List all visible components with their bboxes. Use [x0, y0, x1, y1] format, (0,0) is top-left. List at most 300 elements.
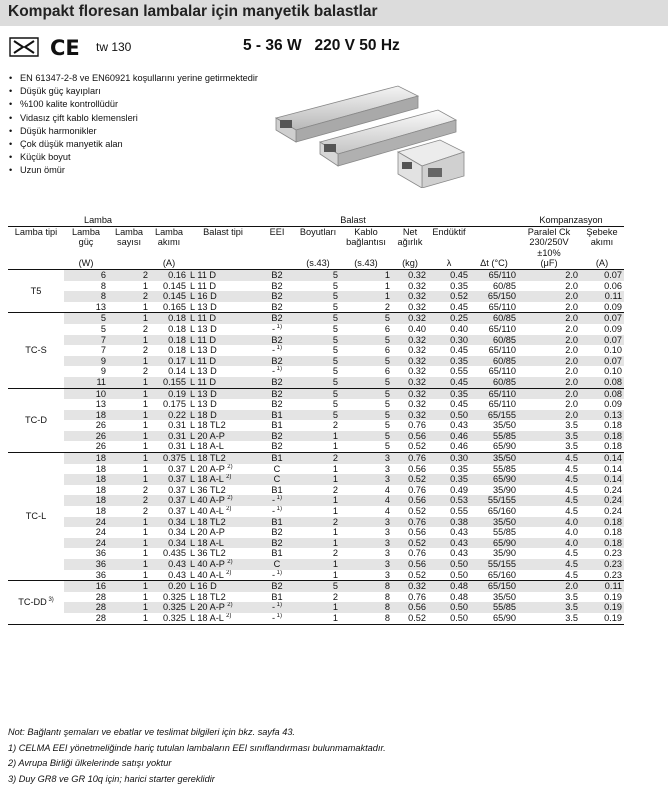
cell-kablo: 5 [340, 313, 392, 324]
cell-balast-tipi: L 36 TL2 [188, 548, 258, 559]
cell-lamba-sayisi: 1 [108, 399, 150, 410]
cell-delta-t: 35/50 [470, 517, 518, 528]
cell-balast-tipi: L 18 A-L [188, 538, 258, 549]
cell-delta-t: 35/50 [470, 453, 518, 464]
cell-kablo: 5 [340, 410, 392, 421]
cell-sebeke-akimi: 0.09 [580, 302, 624, 313]
cell-balast-tipi: L 40 A-P $^{2)}$ [188, 559, 258, 570]
cell-lamba-guc: 18 [64, 474, 108, 485]
cell-lamba-guc: 9 [64, 366, 108, 377]
cell-lamba-guc: 11 [64, 377, 108, 388]
cell-eei: - $^{1)}$ [258, 495, 296, 506]
cell-paralel-ck: 2.0 [518, 302, 580, 313]
unit-a: (A) [150, 258, 188, 269]
cell-kablo: 3 [340, 517, 392, 528]
cell-lamba-sayisi: 2 [108, 495, 150, 506]
table-row [8, 453, 624, 464]
cell-boyutlari: 1 [296, 538, 340, 549]
cell-eei: - $^{1)}$ [258, 613, 296, 624]
cell-net-agirlik: 0.56 [392, 431, 428, 442]
cell-sebeke-akimi: 0.07 [580, 335, 624, 346]
cell-sebeke-akimi: 0.23 [580, 559, 624, 570]
cell-boyutlari: 2 [296, 517, 340, 528]
cell-balast-tipi: L 13 D [188, 366, 258, 377]
cell-balast-tipi: L 18 A-L $^{2)}$ [188, 474, 258, 485]
unit-kg: (kg) [392, 258, 428, 269]
note-main: Not: Bağlantı şemaları ve ebatlar ve teslimat bilgileri için bkz. sayfa 43. [8, 727, 295, 737]
cell-enduktif: 0.45 [428, 399, 470, 410]
cell-balast-tipi: L 20 A-P $^{2)}$ [188, 464, 258, 475]
cell-sebeke-akimi: 0.18 [580, 538, 624, 549]
table-row [8, 291, 624, 302]
table-row [8, 538, 624, 549]
cell-paralel-ck: 2.0 [518, 581, 580, 592]
cell-delta-t: 35/50 [470, 420, 518, 431]
cell-eei: B2 [258, 281, 296, 292]
cell-net-agirlik: 0.76 [392, 548, 428, 559]
cell-lamba-akimi: 0.43 [150, 559, 188, 570]
cell-lamba-sayisi: 1 [108, 613, 150, 624]
cell-lamba-sayisi: 1 [108, 431, 150, 442]
cell-kablo: 3 [340, 453, 392, 464]
cell-balast-tipi: L 11 D [188, 335, 258, 346]
cell-paralel-ck: 4.5 [518, 559, 580, 570]
cell-net-agirlik: 0.52 [392, 570, 428, 581]
cell-boyutlari: 5 [296, 313, 340, 324]
cell-lamba-akimi: 0.34 [150, 517, 188, 528]
cell-eei: - $^{1)}$ [258, 506, 296, 517]
cell-sebeke-akimi: 0.08 [580, 377, 624, 388]
cell-delta-t: 65/110 [470, 388, 518, 399]
cell-kablo: 3 [340, 538, 392, 549]
cell-lamba-guc: 24 [64, 538, 108, 549]
cell-lamba-akimi: 0.325 [150, 592, 188, 603]
table-row [8, 581, 624, 592]
cell-paralel-ck: 3.5 [518, 420, 580, 431]
cell-enduktif: 0.35 [428, 281, 470, 292]
cell-eei: B1 [258, 592, 296, 603]
cell-sebeke-akimi: 0.14 [580, 464, 624, 475]
feature-item: • %100 kalite kontrollüdür [8, 98, 263, 111]
cell-eei: B2 [258, 313, 296, 324]
tw-rating: tw 130 [96, 40, 132, 54]
cell-net-agirlik: 0.32 [392, 581, 428, 592]
cell-eei: B1 [258, 517, 296, 528]
group-balast: Balast [188, 215, 518, 226]
cell-lamba-akimi: 0.145 [150, 291, 188, 302]
cell-paralel-ck: 3.5 [518, 441, 580, 452]
cell-lamba-akimi: 0.18 [150, 324, 188, 335]
table-row [8, 474, 624, 485]
cell-delta-t: 55/85 [470, 527, 518, 538]
section-t5 [8, 269, 624, 312]
cell-kablo: 8 [340, 592, 392, 603]
cell-lamba-guc: 8 [64, 291, 108, 302]
cell-paralel-ck: 2.0 [518, 356, 580, 367]
cell-sebeke-akimi: 0.07 [580, 269, 624, 280]
cell-sebeke-akimi: 0.18 [580, 420, 624, 431]
cell-kablo: 3 [340, 527, 392, 538]
cell-delta-t: 65/160 [470, 570, 518, 581]
cell-sebeke-akimi: 0.18 [580, 431, 624, 442]
header-balast-tipi: Balast tipi [203, 226, 243, 237]
unit-w: (W) [64, 258, 108, 269]
feature-item: • Düşük güç kayıpları [8, 85, 263, 98]
cell-lamba-akimi: 0.37 [150, 474, 188, 485]
cell-lamba-guc: 24 [64, 527, 108, 538]
table-row [8, 464, 624, 475]
cell-kablo: 6 [340, 324, 392, 335]
footnote-item: 1) CELMA EEI yönetmeliğinde hariç tutulan lambaların EEI sınıflandırması bulunmamaktadır. [8, 742, 386, 753]
header-net-agirlik: Net ağırlık [397, 226, 423, 248]
cell-balast-tipi: L 20 A-P [188, 527, 258, 538]
cell-lamba-sayisi: 1 [108, 527, 150, 538]
cell-lamba-guc: 36 [64, 548, 108, 559]
cell-lamba-guc: 5 [64, 313, 108, 324]
cell-lamba-guc: 26 [64, 431, 108, 442]
cell-lamba-akimi: 0.14 [150, 366, 188, 377]
cell-sebeke-akimi: 0.23 [580, 548, 624, 559]
section-tc-d [8, 388, 624, 453]
cell-paralel-ck: 2.0 [518, 313, 580, 324]
cell-boyutlari: 5 [296, 399, 340, 410]
cell-delta-t: 55/155 [470, 495, 518, 506]
unit-uf: (μF) [518, 258, 580, 269]
cell-eei: C [258, 464, 296, 475]
cell-net-agirlik: 0.32 [392, 388, 428, 399]
cell-kablo: 2 [340, 302, 392, 313]
cell-eei: - $^{1)}$ [258, 366, 296, 377]
cell-boyutlari: 1 [296, 613, 340, 624]
cell-balast-tipi: L 18 A-L $^{2)}$ [188, 613, 258, 624]
cell-balast-tipi: L 20 A-P [188, 431, 258, 442]
cell-boyutlari: 1 [296, 441, 340, 452]
section-tc-l [8, 453, 624, 581]
cell-kablo: 5 [340, 420, 392, 431]
cell-kablo: 6 [340, 366, 392, 377]
cell-boyutlari: 1 [296, 506, 340, 517]
cell-kablo: 6 [340, 345, 392, 356]
cell-eei: C [258, 559, 296, 570]
cell-boyutlari: 5 [296, 281, 340, 292]
cell-balast-tipi: L 13 D [188, 345, 258, 356]
cell-paralel-ck: 3.5 [518, 592, 580, 603]
cell-lamba-akimi: 0.325 [150, 613, 188, 624]
cell-delta-t: 35/90 [470, 485, 518, 496]
cell-eei: B2 [258, 335, 296, 346]
lamp-type-label: TC-L [8, 453, 64, 581]
cell-balast-tipi: L 13 D [188, 388, 258, 399]
cell-eei: B1 [258, 410, 296, 421]
cell-boyutlari: 1 [296, 570, 340, 581]
cell-boyutlari: 1 [296, 474, 340, 485]
cell-enduktif: 0.50 [428, 559, 470, 570]
cell-net-agirlik: 0.40 [392, 324, 428, 335]
cell-boyutlari: 2 [296, 453, 340, 464]
table-row [8, 313, 624, 324]
cell-delta-t: 35/50 [470, 592, 518, 603]
cell-kablo: 5 [340, 335, 392, 346]
cell-paralel-ck: 4.5 [518, 548, 580, 559]
table-row [8, 356, 624, 367]
table-row [8, 335, 624, 346]
cell-delta-t: 55/85 [470, 431, 518, 442]
table-row [8, 441, 624, 452]
cell-paralel-ck: 2.0 [518, 345, 580, 356]
cell-balast-tipi: L 40 A-L $^{2)}$ [188, 570, 258, 581]
header-eei: EEI [269, 226, 285, 237]
cell-lamba-guc: 7 [64, 335, 108, 346]
cell-enduktif: 0.43 [428, 548, 470, 559]
cell-kablo: 3 [340, 570, 392, 581]
cell-lamba-akimi: 0.22 [150, 410, 188, 421]
cell-lamba-sayisi: 1 [108, 388, 150, 399]
cell-lamba-guc: 28 [64, 613, 108, 624]
ce-mark-icon [50, 36, 84, 58]
cell-kablo: 8 [340, 581, 392, 592]
feature-list [8, 72, 263, 178]
cell-net-agirlik: 0.52 [392, 538, 428, 549]
cell-delta-t: 60/85 [470, 356, 518, 367]
cell-balast-tipi: L 13 D [188, 302, 258, 313]
cell-enduktif: 0.50 [428, 570, 470, 581]
ballast-table [8, 215, 624, 625]
table-row [8, 324, 624, 335]
cell-boyutlari: 5 [296, 356, 340, 367]
spec-heading: 5 - 36 W 220 V 50 Hz [243, 37, 400, 54]
cell-lamba-akimi: 0.175 [150, 399, 188, 410]
cell-enduktif: 0.45 [428, 302, 470, 313]
table-row [8, 345, 624, 356]
cell-lamba-akimi: 0.18 [150, 335, 188, 346]
cell-lamba-sayisi: 1 [108, 464, 150, 475]
table-row [8, 527, 624, 538]
cell-paralel-ck: 2.0 [518, 399, 580, 410]
cell-net-agirlik: 0.76 [392, 420, 428, 431]
column-header-row [8, 226, 624, 258]
cell-boyutlari: 2 [296, 548, 340, 559]
cell-balast-tipi: L 11 D [188, 377, 258, 388]
cell-enduktif: 0.35 [428, 464, 470, 475]
cell-paralel-ck: 4.5 [518, 464, 580, 475]
table-row [8, 366, 624, 377]
cell-boyutlari: 5 [296, 335, 340, 346]
cell-boyutlari: 5 [296, 302, 340, 313]
header-enduktif: Endüktif [432, 226, 466, 237]
unit-blank [108, 258, 150, 269]
unit-a2: (A) [580, 258, 624, 269]
cell-enduktif: 0.53 [428, 495, 470, 506]
header-kablo: Kablo bağlantısı [346, 226, 386, 248]
cell-eei: B2 [258, 581, 296, 592]
feature-item: • Çok düşük manyetik alan [8, 138, 263, 151]
cell-lamba-akimi: 0.37 [150, 495, 188, 506]
cell-delta-t: 65/90 [470, 474, 518, 485]
table-row [8, 495, 624, 506]
cell-sebeke-akimi: 0.18 [580, 527, 624, 538]
cell-eei: B1 [258, 420, 296, 431]
feature-item: • EN 61347-2-8 ve EN60921 koşullarını yerine getirmektedir [8, 72, 263, 85]
cell-paralel-ck: 4.5 [518, 474, 580, 485]
cell-lamba-sayisi: 2 [108, 291, 150, 302]
section-tc-dd [8, 581, 624, 624]
cell-delta-t: 55/155 [470, 559, 518, 570]
cell-lamba-guc: 24 [64, 517, 108, 528]
cell-sebeke-akimi: 0.18 [580, 441, 624, 452]
group-kompanzasyon: Kompanzasyon [518, 215, 624, 226]
cell-sebeke-akimi: 0.09 [580, 399, 624, 410]
table-row [8, 269, 624, 280]
cell-kablo: 8 [340, 613, 392, 624]
cell-net-agirlik: 0.32 [392, 356, 428, 367]
cell-lamba-guc: 8 [64, 281, 108, 292]
cell-lamba-guc: 18 [64, 453, 108, 464]
cell-net-agirlik: 0.32 [392, 313, 428, 324]
feature-item: • Uzun ömür [8, 164, 263, 177]
cell-net-agirlik: 0.76 [392, 517, 428, 528]
cell-balast-tipi: L 36 TL2 [188, 485, 258, 496]
cell-kablo: 1 [340, 291, 392, 302]
table-row [8, 592, 624, 603]
cell-lamba-akimi: 0.375 [150, 453, 188, 464]
cell-lamba-akimi: 0.145 [150, 281, 188, 292]
unit-lambda: λ [428, 258, 470, 269]
cell-delta-t: 65/110 [470, 302, 518, 313]
cell-delta-t: 55/85 [470, 464, 518, 475]
lamp-type-label: TC-S [8, 313, 64, 388]
cell-sebeke-akimi: 0.24 [580, 495, 624, 506]
cell-lamba-sayisi: 1 [108, 410, 150, 421]
cell-eei: B2 [258, 431, 296, 442]
unit-blank [258, 258, 296, 269]
cell-kablo: 3 [340, 464, 392, 475]
cell-lamba-guc: 18 [64, 495, 108, 506]
cell-enduktif: 0.25 [428, 313, 470, 324]
cell-kablo: 5 [340, 441, 392, 452]
unit-delta-t: Δt (°C) [470, 258, 518, 269]
cell-lamba-sayisi: 1 [108, 313, 150, 324]
cell-delta-t: 55/85 [470, 602, 518, 613]
certification-row [8, 36, 668, 60]
cell-enduktif: 0.43 [428, 527, 470, 538]
cell-lamba-sayisi: 2 [108, 345, 150, 356]
cell-eei: B1 [258, 485, 296, 496]
cell-boyutlari: 5 [296, 388, 340, 399]
cell-balast-tipi: L 13 D [188, 324, 258, 335]
cell-sebeke-akimi: 0.10 [580, 345, 624, 356]
cell-eei: B2 [258, 302, 296, 313]
cell-net-agirlik: 0.76 [392, 485, 428, 496]
cell-paralel-ck: 4.5 [518, 495, 580, 506]
cell-delta-t: 65/110 [470, 345, 518, 356]
cell-lamba-sayisi: 1 [108, 548, 150, 559]
cell-net-agirlik: 0.56 [392, 464, 428, 475]
cell-lamba-sayisi: 2 [108, 366, 150, 377]
cell-enduktif: 0.50 [428, 602, 470, 613]
cell-boyutlari: 5 [296, 410, 340, 421]
cell-paralel-ck: 4.0 [518, 538, 580, 549]
cell-balast-tipi: L 20 A-P $^{2)}$ [188, 602, 258, 613]
cell-net-agirlik: 0.32 [392, 399, 428, 410]
cell-eei: B2 [258, 269, 296, 280]
cell-lamba-guc: 7 [64, 345, 108, 356]
cell-delta-t: 65/110 [470, 269, 518, 280]
cell-paralel-ck: 2.0 [518, 377, 580, 388]
cell-delta-t: 65/110 [470, 366, 518, 377]
cell-boyutlari: 5 [296, 377, 340, 388]
cell-sebeke-akimi: 0.07 [580, 313, 624, 324]
cell-lamba-sayisi: 1 [108, 538, 150, 549]
cell-lamba-guc: 18 [64, 464, 108, 475]
cell-kablo: 3 [340, 548, 392, 559]
footnote-item: 3) Duy GR8 ve GR 10q için; harici starter gereklidir [8, 773, 215, 784]
cell-sebeke-akimi: 0.24 [580, 506, 624, 517]
cell-boyutlari: 5 [296, 581, 340, 592]
cell-lamba-akimi: 0.18 [150, 345, 188, 356]
cell-delta-t: 35/90 [470, 548, 518, 559]
cell-boyutlari: 5 [296, 366, 340, 377]
cell-net-agirlik: 0.56 [392, 495, 428, 506]
cell-lamba-guc: 13 [64, 399, 108, 410]
cell-kablo: 1 [340, 281, 392, 292]
cell-lamba-guc: 26 [64, 441, 108, 452]
cell-lamba-guc: 9 [64, 356, 108, 367]
cell-paralel-ck: 2.0 [518, 366, 580, 377]
cell-balast-tipi: L 11 D [188, 313, 258, 324]
cell-enduktif: 0.35 [428, 474, 470, 485]
cell-kablo: 1 [340, 269, 392, 280]
cell-paralel-ck: 4.0 [518, 517, 580, 528]
cell-lamba-sayisi: 1 [108, 453, 150, 464]
cell-lamba-sayisi: 1 [108, 420, 150, 431]
cell-lamba-akimi: 0.19 [150, 388, 188, 399]
header-lamba-akimi: Lamba akımı [154, 226, 184, 248]
group-lamba: Lamba [8, 215, 188, 226]
table-row [8, 485, 624, 496]
cell-lamba-sayisi: 1 [108, 356, 150, 367]
cell-balast-tipi: L 40 A-P $^{2)}$ [188, 495, 258, 506]
cell-enduktif: 0.48 [428, 581, 470, 592]
cell-sebeke-akimi: 0.11 [580, 581, 624, 592]
cell-lamba-akimi: 0.435 [150, 548, 188, 559]
cell-balast-tipi: L 40 A-L $^{2)}$ [188, 506, 258, 517]
cell-lamba-sayisi: 2 [108, 269, 150, 280]
lamp-type-label: TC-DD $^{3)}$ [8, 581, 64, 624]
cell-lamba-akimi: 0.34 [150, 538, 188, 549]
unit-s43-kablo: (s.43) [340, 258, 392, 269]
cell-lamba-guc: 18 [64, 485, 108, 496]
cell-sebeke-akimi: 0.10 [580, 366, 624, 377]
cell-sebeke-akimi: 0.06 [580, 281, 624, 292]
cell-net-agirlik: 0.32 [392, 302, 428, 313]
cell-enduktif: 0.43 [428, 420, 470, 431]
lamp-type-label: TC-D [8, 388, 64, 453]
cell-enduktif: 0.48 [428, 592, 470, 603]
table-row [8, 281, 624, 292]
cell-sebeke-akimi: 0.09 [580, 324, 624, 335]
table-row [8, 377, 624, 388]
cell-delta-t: 65/90 [470, 538, 518, 549]
cell-net-agirlik: 0.56 [392, 527, 428, 538]
cell-eei: B2 [258, 388, 296, 399]
cell-lamba-akimi: 0.155 [150, 377, 188, 388]
cell-balast-tipi: L 13 D [188, 399, 258, 410]
cell-paralel-ck: 2.0 [518, 410, 580, 421]
header-lamba-tipi: Lamba tipi [14, 226, 58, 237]
cell-kablo: 3 [340, 474, 392, 485]
cell-eei: B1 [258, 548, 296, 559]
cell-enduktif: 0.43 [428, 538, 470, 549]
